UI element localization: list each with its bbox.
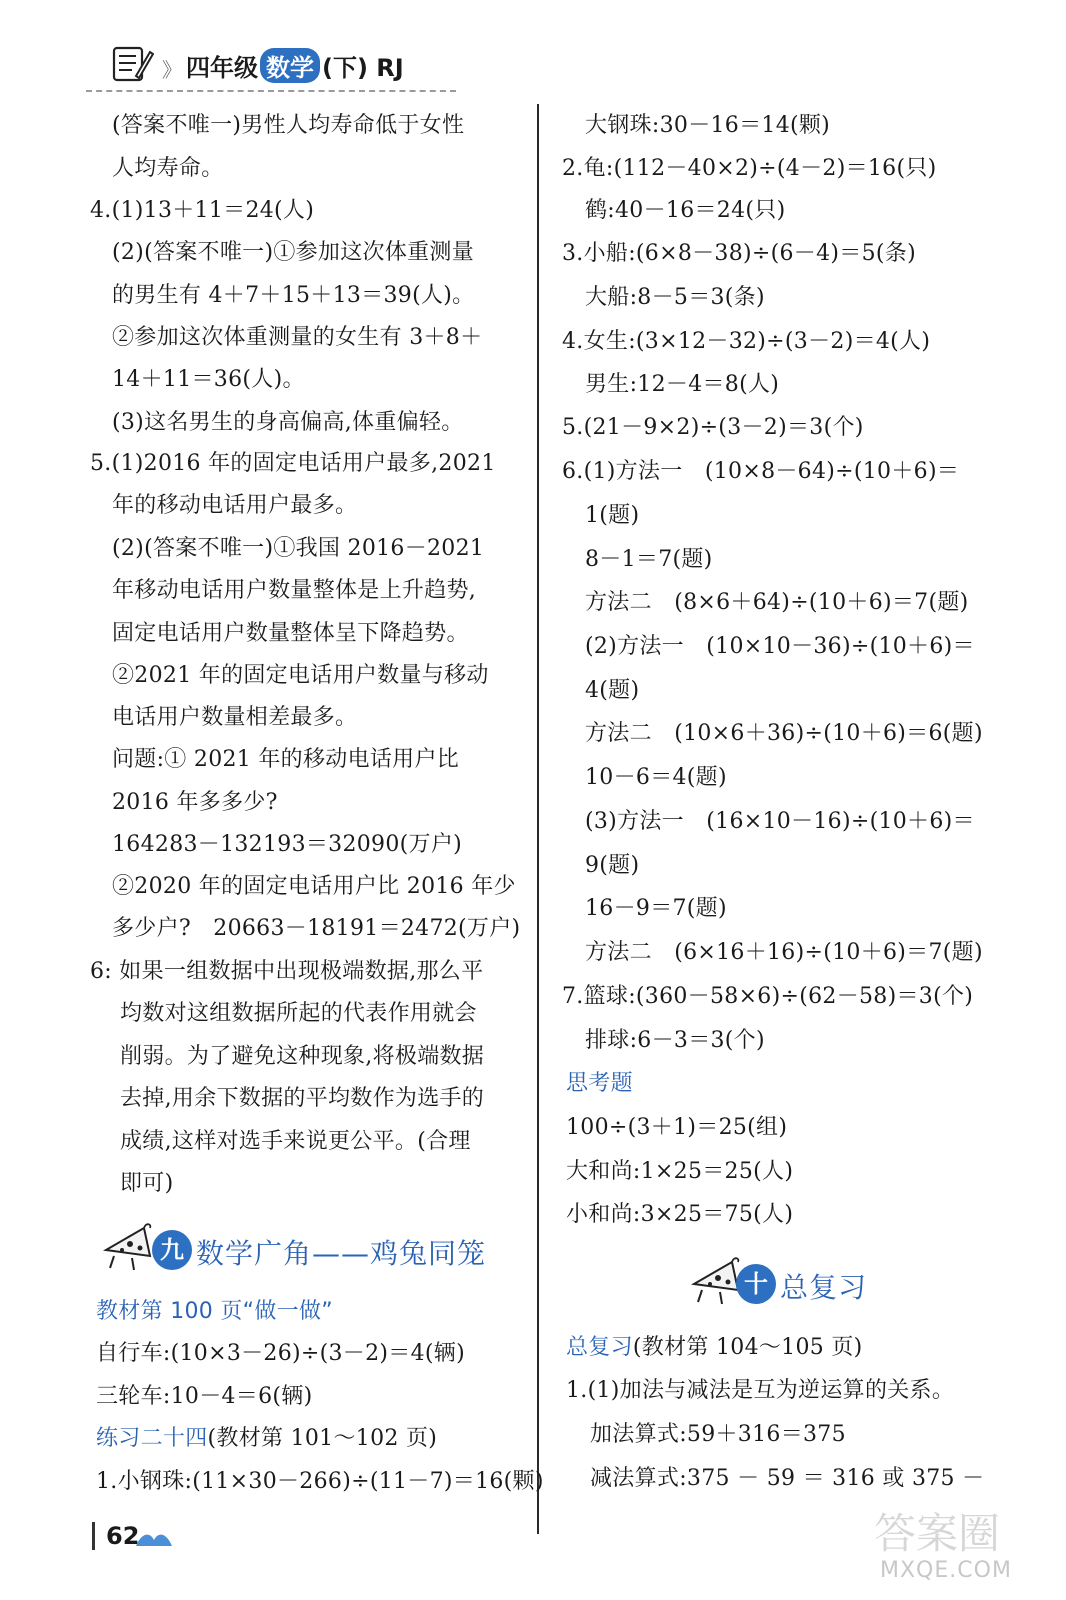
answer-line: 小和尚:3×25＝75(人) (566, 1202, 794, 1227)
answer-line: 1(题) (585, 503, 640, 528)
page-number (92, 1514, 182, 1554)
answer-line: 8－1＝7(题) (585, 547, 713, 572)
answer-line: 人均寿命。 (112, 156, 224, 181)
header-arrows: 》 (162, 58, 182, 82)
column-divider (537, 104, 539, 1534)
answer-line: 成绩,这样对选手来说更公平。(合理 (120, 1129, 471, 1154)
header-rule (86, 90, 456, 92)
header-term: (下) (322, 54, 368, 82)
subsection-title: 练习二十四 (96, 1426, 208, 1451)
answer-line: 均数对这组数据所起的代表作用就会 (120, 1001, 477, 1026)
answer-line: 三轮车:10－4＝6(辆) (96, 1384, 313, 1409)
answer-line: 9(题) (585, 853, 640, 878)
answer-line: 2016 年多多少? (112, 790, 278, 815)
answer-line: 方法二 (10×6＋36)÷(10＋6)＝6(题) (585, 721, 983, 746)
header-subject: 数学 (260, 48, 320, 83)
answer-line: (答案不唯一)男性人均寿命低于女性 (112, 113, 465, 138)
answer-line: 大和尚:1×25＝25(人) (566, 1159, 794, 1184)
watermark (870, 1500, 1030, 1590)
answer-line: 问题:① 2021 年的移动电话用户比 (112, 747, 460, 772)
answer-line: 2.龟:(112－40×2)÷(4－2)＝16(只) (562, 156, 937, 181)
answer-line: (2)(答案不唯一)①我国 2016－2021 (112, 536, 485, 561)
answer-line: 鹤:40－16＝24(只) (585, 198, 786, 223)
answer-line: (3)这名男生的身高偏高,体重偏轻。 (112, 410, 464, 435)
answer-line: 电话用户数量相差最多。 (112, 705, 358, 730)
answer-line: 自行车:(10×3－26)÷(3－2)＝4(辆) (96, 1341, 465, 1366)
answer-line: 排球:6－3＝3(个) (585, 1028, 765, 1053)
page-number-bar (92, 1522, 95, 1550)
section-heading-9 (100, 1218, 520, 1278)
answer-line: 削弱。为了避免这种现象,将极端数据 (120, 1044, 485, 1069)
answer-line: 5.(21－9×2)÷(3－2)＝3(个) (562, 415, 864, 440)
answer-line: 3.小船:(6×8－38)÷(6－4)＝5(条) (562, 241, 916, 266)
answer-line: 年移动电话用户数量整体是上升趋势, (112, 578, 477, 603)
section-heading-10 (688, 1252, 908, 1312)
wave-icon (134, 1528, 174, 1550)
answer-line: (2)方法一 (10×10－36)÷(10＋6)＝ (585, 634, 975, 659)
section-number-badge: 九 (152, 1230, 192, 1270)
subsection-ref: (教材第 101～102 页) (207, 1426, 438, 1451)
page-number-text: 62 (106, 1522, 140, 1550)
answer-line: 多少户? 20663－18191＝2472(万户) (112, 916, 521, 941)
watermark-text: 答案圈 (874, 1509, 1001, 1558)
subsection-ref: (教材第 104～105 页) (632, 1335, 863, 1360)
answer-line: 男生:12－4＝8(人) (585, 372, 780, 397)
answer-line: 减法算式:375 － 59 ＝ 316 或 375 － (590, 1466, 985, 1491)
answer-line: 100÷(3＋1)＝25(组) (566, 1115, 788, 1140)
answer-line: 方法二 (6×16＋16)÷(10＋6)＝7(题) (585, 940, 983, 965)
answer-line: 的男生有 4＋7＋15＋13＝39(人)。 (112, 283, 475, 308)
subsection-title: 总复习 (566, 1335, 633, 1360)
answer-line: 固定电话用户数量整体呈下降趋势。 (112, 621, 469, 646)
answer-line: 10－6＝4(题) (585, 765, 727, 790)
subsection-heading: 教材第 100 页“做一做” (96, 1299, 333, 1324)
answer-line: ②参加这次体重测量的女生有 3＋8＋ (112, 325, 483, 350)
answer-line: 1.(1)加法与减法是互为逆运算的关系。 (566, 1378, 955, 1403)
answer-line: (2)(答案不唯一)①参加这次体重测量 (112, 240, 475, 265)
section-title: 总复习 (780, 1271, 868, 1304)
answer-line: 14＋11＝36(人)。 (112, 367, 305, 392)
subsection-heading: 思考题 (566, 1071, 633, 1096)
answer-line: 1.小钢珠:(11×30－266)÷(11－7)＝16(颗) (96, 1469, 544, 1494)
answer-line: 16－9＝7(题) (585, 896, 727, 921)
answer-line: 方法二 (8×6＋64)÷(10＋6)＝7(题) (585, 590, 969, 615)
answer-line: 6: 如果一组数据中出现极端数据,那么平 (90, 959, 484, 984)
answer-line: 大钢珠:30－16＝14(颗) (585, 113, 831, 138)
answer-line: ②2021 年的固定电话用户数量与移动 (112, 663, 489, 688)
section-title: 数学广角——鸡兔同笼 (196, 1237, 487, 1270)
pizza-mascot-icon (100, 1220, 160, 1272)
page-header (86, 40, 466, 96)
watermark-logo-icon (870, 1500, 1030, 1560)
notebook-pen-icon (106, 42, 154, 86)
answer-line: 即可) (120, 1171, 174, 1196)
answer-line: 164283－132193＝32090(万户) (112, 832, 463, 857)
answer-line: 5.(1)2016 年的固定电话用户最多,2021 (90, 451, 496, 476)
header-edition: RJ (376, 54, 404, 82)
header-title (186, 48, 404, 83)
subsection-heading (96, 1425, 437, 1453)
answer-line: 加法算式:59＋316＝375 (590, 1422, 846, 1447)
answer-line: 大船:8－5＝3(条) (585, 285, 765, 310)
section-number-badge: 十 (736, 1264, 776, 1304)
answer-line: (3)方法一 (16×10－16)÷(10＋6)＝ (585, 809, 975, 834)
answer-line: 年的移动电话用户最多。 (112, 493, 358, 518)
watermark-url: MXQE.COM (880, 1558, 1012, 1583)
subsection-heading (566, 1334, 863, 1362)
answer-line: 去掉,用余下数据的平均数作为选手的 (120, 1086, 485, 1111)
header-grade: 四年级 (186, 54, 258, 82)
answer-line: 7.篮球:(360－58×6)÷(62－58)＝3(个) (562, 984, 974, 1009)
answer-line: 6.(1)方法一 (10×8－64)÷(10＋6)＝ (562, 459, 960, 484)
answer-line: 4.女生:(3×12－32)÷(3－2)＝4(人) (562, 329, 931, 354)
answer-line: ②2020 年的固定电话用户比 2016 年少 (112, 874, 516, 899)
answer-line: 4.(1)13＋11＝24(人) (90, 198, 315, 223)
answer-line: 4(题) (585, 678, 640, 703)
